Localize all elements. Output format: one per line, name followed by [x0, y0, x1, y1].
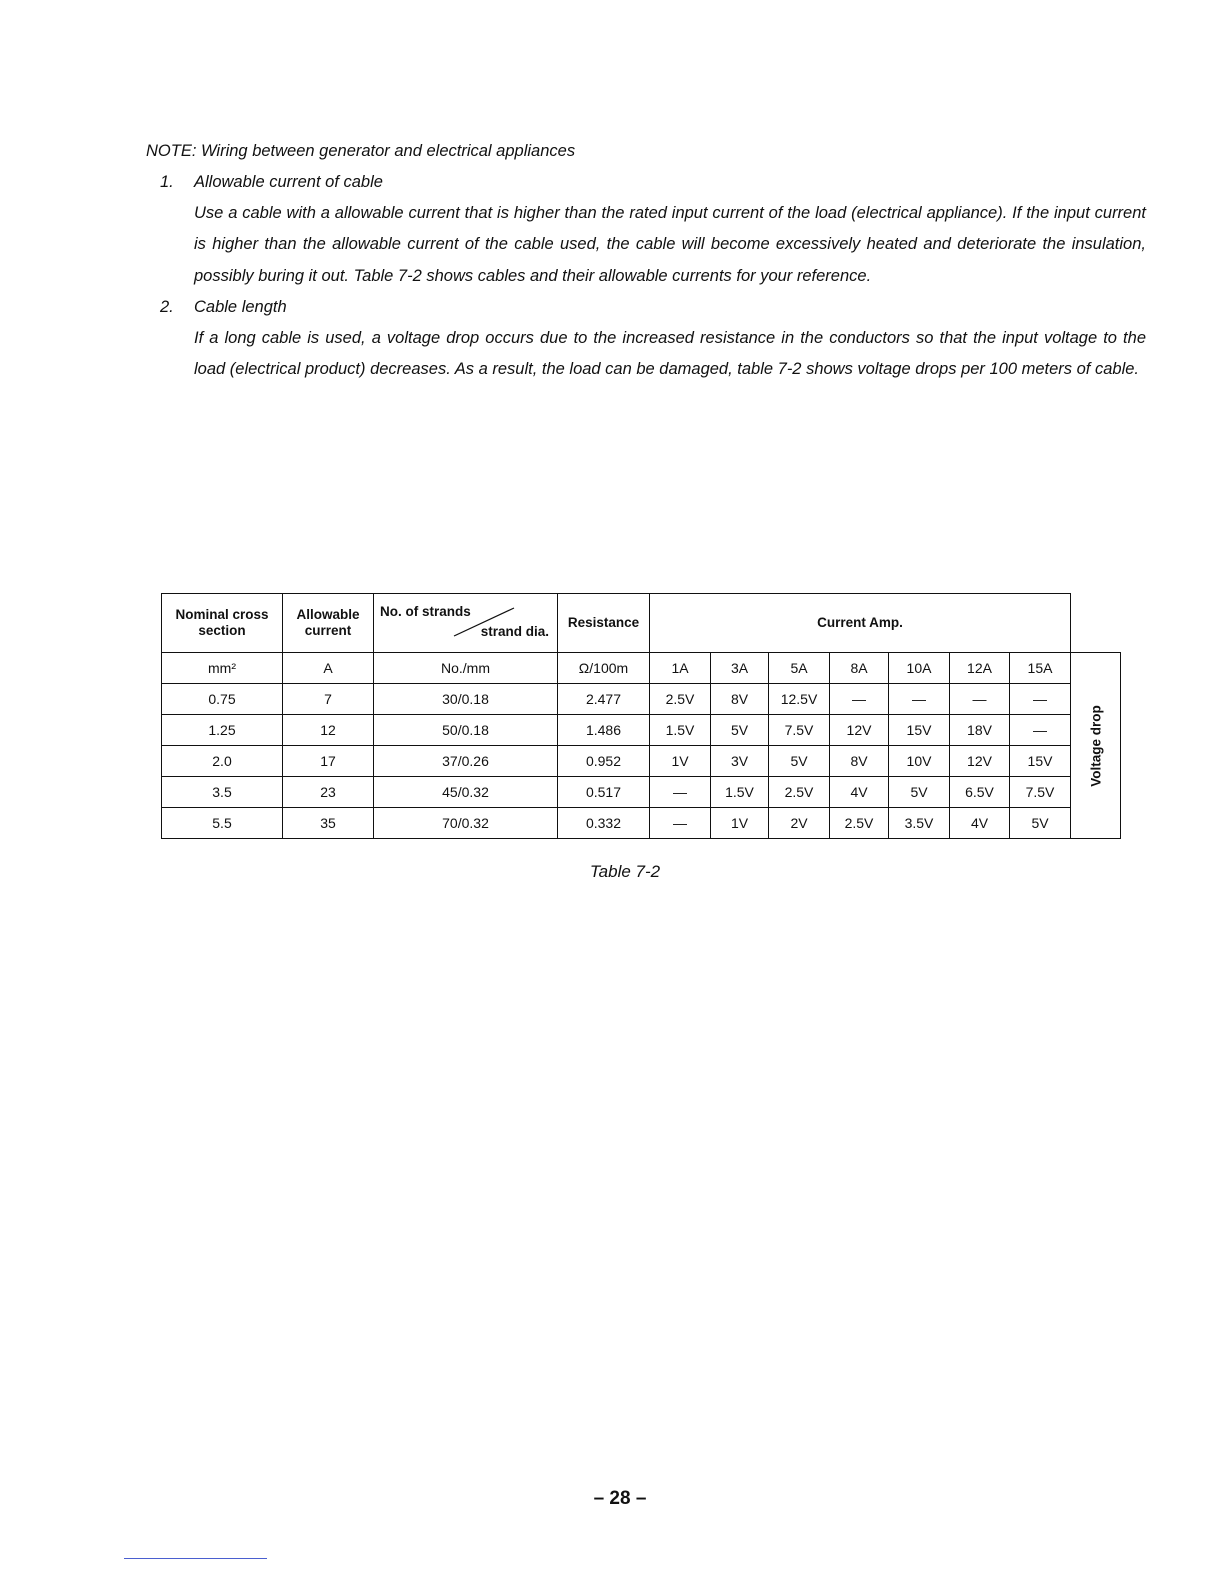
table-cell: 2.5V: [830, 808, 889, 839]
voltage-drop-side-cell: [1071, 653, 1121, 839]
table-cell: 5A: [769, 653, 830, 684]
table-cell: 45/0.32: [374, 777, 558, 808]
table-cell: 4V: [950, 808, 1010, 839]
table-cell: 2V: [769, 808, 830, 839]
table-cell: 2.5V: [769, 777, 830, 808]
table-cell: 10A: [889, 653, 950, 684]
header-resistance: Resistance: [558, 594, 650, 653]
table-cell: 12V: [830, 715, 889, 746]
table-cell: 1.25: [162, 715, 283, 746]
table-cell: No./mm: [374, 653, 558, 684]
table-row: [162, 684, 1121, 715]
header-strands: [374, 594, 558, 653]
table-caption: Table 7-2: [589, 862, 661, 881]
table-cell: 15V: [1010, 746, 1071, 777]
page-number: – 28 –: [593, 1488, 647, 1509]
table-cell: —: [950, 684, 1010, 715]
table-cell: 1.5V: [711, 777, 769, 808]
diagonal-slash-icon: [374, 594, 558, 652]
table-cell: —: [889, 684, 950, 715]
table-cell: 2.5V: [650, 684, 711, 715]
table-cell: 23: [283, 777, 374, 808]
table-cell: 70/0.32: [374, 808, 558, 839]
cable-table-wrap: [161, 593, 1121, 839]
voltage-drop-label: Voltage drop: [1088, 704, 1103, 787]
table-cell: 4V: [830, 777, 889, 808]
table-cell: 1V: [711, 808, 769, 839]
table-cell: 0.952: [558, 746, 650, 777]
cable-table: [161, 593, 1121, 839]
table-cell: 5V: [1010, 808, 1071, 839]
table-cell: A: [283, 653, 374, 684]
table-cell: 8V: [711, 684, 769, 715]
table-row: [162, 746, 1121, 777]
table-cell: 2.0: [162, 746, 283, 777]
note-item-2-number: 2.: [160, 297, 174, 316]
table-cell: 15A: [1010, 653, 1071, 684]
note-item-2-title-row: [160, 292, 1146, 323]
note-item-1-number: 1.: [160, 173, 174, 191]
table-cell: 12.5V: [769, 684, 830, 715]
header-strand-diameter: strand dia.: [480, 624, 549, 639]
units-row: [162, 653, 1121, 684]
table-cell: 0.332: [558, 808, 650, 839]
table-cell: 5.5: [162, 808, 283, 839]
table-cell: 5V: [889, 777, 950, 808]
table-cell: 1A: [650, 653, 711, 684]
table-cell: 1V: [650, 746, 711, 777]
table-row: [162, 777, 1121, 808]
note-item-1-title-row: [160, 167, 1146, 198]
table-cell: Ω/100m: [558, 653, 650, 684]
note-heading: NOTE: Wiring between generator and electrical appliances: [146, 142, 576, 160]
table-cell: 3.5: [162, 777, 283, 808]
table-cell: 6.5V: [950, 777, 1010, 808]
table-cell: 7: [283, 684, 374, 715]
table-cell: 18V: [950, 715, 1010, 746]
table-cell: 5V: [711, 715, 769, 746]
table-cell: 3A: [711, 653, 769, 684]
table-cell: 0.75: [162, 684, 283, 715]
table-cell: 17: [283, 746, 374, 777]
table-cell: 8A: [830, 653, 889, 684]
table-cell: 7.5V: [1010, 777, 1071, 808]
table-cell: 35: [283, 808, 374, 839]
table-cell: 50/0.18: [374, 715, 558, 746]
note-item-1-title: Allowable current of cable: [194, 173, 383, 191]
footer-divider: [124, 1558, 267, 1559]
table-cell: 12A: [950, 653, 1010, 684]
table-cell: 1.5V: [650, 715, 711, 746]
table-cell: —: [830, 684, 889, 715]
table-cell: —: [1010, 684, 1071, 715]
table-cell: 0.517: [558, 777, 650, 808]
header-strands-count: No. of strands: [380, 604, 471, 619]
table-cell: 10V: [889, 746, 950, 777]
table-row: [162, 808, 1121, 839]
note-section: [146, 136, 1146, 385]
table-cell: —: [650, 777, 711, 808]
header-blank-cell: [1071, 594, 1121, 653]
table-cell: 7.5V: [769, 715, 830, 746]
note-item-1-text: Use a cable with a allowable current that is higher than the rated input current of the load (electrical appliance). If the input current is higher than the allowable current of the cable used, the cable will become excessively heated and deteriorate the insulation, possibly buring it out. Table 7-2 shows cables and their allowable currents for your reference.: [194, 204, 1146, 285]
table-cell: 15V: [889, 715, 950, 746]
table-cell: —: [650, 808, 711, 839]
table-cell: 5V: [769, 746, 830, 777]
note-item-2-text: If a long cable is used, a voltage drop occurs due to the increased resistance in the conductors so that the input voltage to the load (electrical product) decreases. As a result, the load can be damaged, table 7-2 shows voltage drops per 100 meters of cable.: [194, 328, 1146, 379]
table-cell: mm²: [162, 653, 283, 684]
note-item-2-title: Cable length: [194, 297, 287, 316]
header-nominal-cross-section: Nominal cross section: [162, 594, 283, 653]
header-current-amp: Current Amp.: [650, 594, 1071, 653]
table-cell: 3V: [711, 746, 769, 777]
table-cell: 12V: [950, 746, 1010, 777]
header-allowable-current: Allowable current: [283, 594, 374, 653]
table-cell: 37/0.26: [374, 746, 558, 777]
table-header-row: [162, 594, 1121, 653]
table-row: [162, 715, 1121, 746]
table-cell: 12: [283, 715, 374, 746]
table-cell: —: [1010, 715, 1071, 746]
table-cell: 3.5V: [889, 808, 950, 839]
table-cell: 8V: [830, 746, 889, 777]
table-cell: 1.486: [558, 715, 650, 746]
table-cell: 2.477: [558, 684, 650, 715]
table-cell: 30/0.18: [374, 684, 558, 715]
